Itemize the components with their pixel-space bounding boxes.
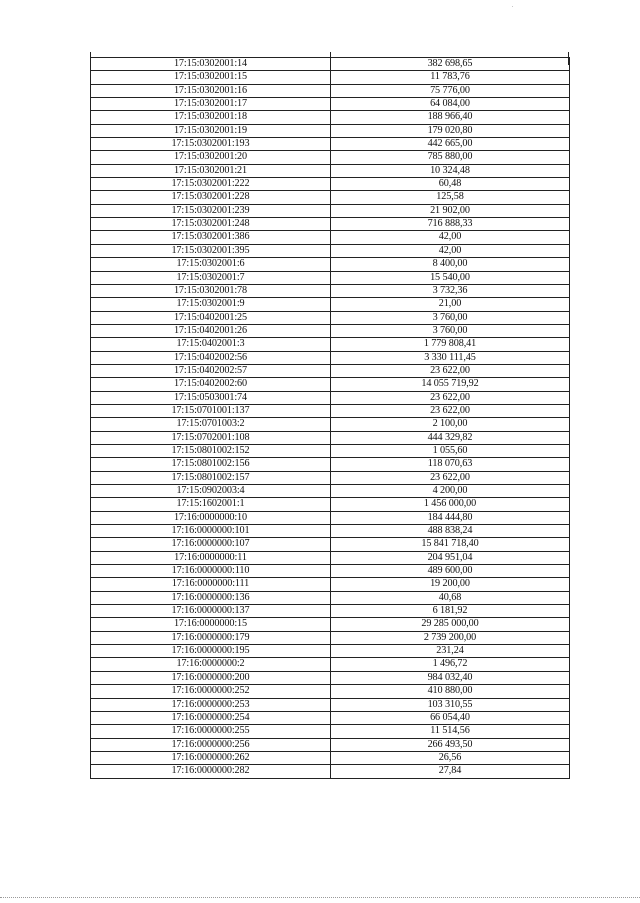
cadastral-number-cell: 17:15:0402001:3 [91,338,331,351]
cadastral-number-cell: 17:16:0000000:137 [91,605,331,618]
value-cell: 3 732,36 [331,284,570,297]
table-row [91,725,570,738]
table-row [91,84,570,97]
table-row [91,525,570,538]
cadastral-number-cell: 17:15:0302001:19 [91,124,331,137]
table-row [91,351,570,364]
cadastral-number-cell: 17:15:0302001:17 [91,98,331,111]
table-row [91,218,570,231]
cadastral-number-cell: 17:15:0302001:14 [91,58,331,71]
value-cell: 489 600,00 [331,565,570,578]
value-cell: 26,56 [331,751,570,764]
table-row [91,324,570,337]
value-cell: 184 444,80 [331,511,570,524]
table-body [91,58,570,779]
cadastral-number-cell: 17:15:0402002:56 [91,351,331,364]
table-row [91,565,570,578]
table-row [91,751,570,764]
cadastral-number-cell: 17:15:0302001:21 [91,164,331,177]
table-row [91,298,570,311]
table-row [91,418,570,431]
value-cell: 23 622,00 [331,364,570,377]
cadastral-number-cell: 17:15:0402001:25 [91,311,331,324]
value-cell: 21 902,00 [331,204,570,217]
value-cell: 410 880,00 [331,685,570,698]
value-cell: 488 838,24 [331,525,570,538]
cadastral-number-cell: 17:15:0701001:137 [91,404,331,417]
value-cell: 1 055,60 [331,444,570,457]
table-row [91,658,570,671]
table-row [91,511,570,524]
cadastral-number-cell: 17:15:0302001:248 [91,218,331,231]
table-row [91,58,570,71]
value-cell: 64 084,00 [331,98,570,111]
value-cell: 27,84 [331,765,570,778]
cadastral-number-cell: 17:16:0000000:195 [91,645,331,658]
table-row [91,698,570,711]
value-cell: 11 514,56 [331,725,570,738]
cadastral-number-cell: 17:16:0000000:282 [91,765,331,778]
value-cell: 42,00 [331,231,570,244]
cadastral-number-cell: 17:15:0302001:239 [91,204,331,217]
table-row [91,378,570,391]
table-row [91,71,570,84]
value-cell: 23 622,00 [331,391,570,404]
scan-speck [512,6,513,7]
table-row [91,605,570,618]
table-row [91,645,570,658]
table-row [91,138,570,151]
cadastral-number-cell: 17:15:0801002:157 [91,471,331,484]
value-cell: 8 400,00 [331,258,570,271]
cadastral-number-cell: 17:15:0302001:9 [91,298,331,311]
table-row [91,284,570,297]
table-row [91,404,570,417]
cadastral-number-cell: 17:16:0000000:262 [91,751,331,764]
cadastral-number-cell: 17:16:0000000:10 [91,511,331,524]
cadastral-number-cell: 17:15:0302001:16 [91,84,331,97]
table-row [91,231,570,244]
cadastral-number-cell: 17:15:0801002:156 [91,458,331,471]
value-cell: 40,68 [331,591,570,604]
value-cell: 125,58 [331,191,570,204]
cadastral-number-cell: 17:15:0302001:193 [91,138,331,151]
value-cell: 179 020,80 [331,124,570,137]
value-cell: 15 841 718,40 [331,538,570,551]
table-row [91,364,570,377]
cadastral-number-cell: 17:15:0902003:4 [91,485,331,498]
cadastral-number-cell: 17:16:0000000:107 [91,538,331,551]
table-row [91,311,570,324]
table-row [91,485,570,498]
table-row [91,338,570,351]
cadastral-number-cell: 17:16:0000000:254 [91,711,331,724]
table-row [91,685,570,698]
cadastral-number-cell: 17:15:0302001:386 [91,231,331,244]
value-cell: 19 200,00 [331,578,570,591]
value-cell: 444 329,82 [331,431,570,444]
table-row [91,244,570,257]
cadastral-number-cell: 17:16:0000000:253 [91,698,331,711]
value-cell: 29 285 000,00 [331,618,570,631]
page-bottom-edge [0,897,640,898]
cadastral-number-cell: 17:16:0000000:101 [91,525,331,538]
cadastral-number-cell: 17:15:1602001:1 [91,498,331,511]
cadastral-number-cell: 17:15:0402001:26 [91,324,331,337]
table-row [91,258,570,271]
value-cell: 118 070,63 [331,458,570,471]
value-cell: 4 200,00 [331,485,570,498]
table-row [91,151,570,164]
cadastral-number-cell: 17:16:0000000:255 [91,725,331,738]
value-cell: 21,00 [331,298,570,311]
cadastral-number-cell: 17:15:0302001:15 [91,71,331,84]
table-row [91,711,570,724]
table-row [91,578,570,591]
value-cell: 382 698,65 [331,58,570,71]
table-row [91,431,570,444]
table-row [91,124,570,137]
value-cell: 14 055 719,92 [331,378,570,391]
table-row [91,191,570,204]
value-cell: 266 493,50 [331,738,570,751]
value-cell: 42,00 [331,244,570,257]
value-cell: 1 496,72 [331,658,570,671]
value-cell: 60,48 [331,178,570,191]
table-row [91,765,570,778]
cadastral-number-cell: 17:15:0302001:222 [91,178,331,191]
value-cell: 2 739 200,00 [331,631,570,644]
value-cell: 15 540,00 [331,271,570,284]
value-cell: 2 100,00 [331,418,570,431]
value-cell: 1 779 808,41 [331,338,570,351]
table-row [91,671,570,684]
cadastral-number-cell: 17:15:0801002:152 [91,444,331,457]
cadastral-number-cell: 17:15:0503001:74 [91,391,331,404]
value-cell: 23 622,00 [331,404,570,417]
value-cell: 3 760,00 [331,324,570,337]
value-cell: 23 622,00 [331,471,570,484]
table-row [91,178,570,191]
cadastral-number-cell: 17:15:0402002:60 [91,378,331,391]
cadastral-number-cell: 17:15:0302001:20 [91,151,331,164]
table-row [91,458,570,471]
value-cell: 66 054,40 [331,711,570,724]
cadastral-number-cell: 17:16:0000000:2 [91,658,331,671]
table-row [91,98,570,111]
cadastral-number-cell: 17:16:0000000:110 [91,565,331,578]
cadastral-number-cell: 17:15:0302001:18 [91,111,331,124]
value-cell: 716 888,33 [331,218,570,231]
cadastral-number-cell: 17:16:0000000:252 [91,685,331,698]
cadastral-number-cell: 17:16:0000000:136 [91,591,331,604]
cadastral-number-cell: 17:15:0402002:57 [91,364,331,377]
table-row [91,498,570,511]
value-cell: 231,24 [331,645,570,658]
table-row [91,551,570,564]
table-row [91,444,570,457]
table-row [91,538,570,551]
cadastral-number-cell: 17:16:0000000:179 [91,631,331,644]
value-cell: 75 776,00 [331,84,570,97]
cadastral-number-cell: 17:16:0000000:11 [91,551,331,564]
cadastral-number-cell: 17:15:0302001:7 [91,271,331,284]
value-cell: 3 330 111,45 [331,351,570,364]
value-cell: 785 880,00 [331,151,570,164]
value-cell: 984 032,40 [331,671,570,684]
value-cell: 10 324,48 [331,164,570,177]
cadastral-number-cell: 17:15:0302001:78 [91,284,331,297]
table-row [91,471,570,484]
value-cell: 11 783,76 [331,71,570,84]
value-cell: 442 665,00 [331,138,570,151]
cadastral-number-cell: 17:16:0000000:15 [91,618,331,631]
value-cell: 1 456 000,00 [331,498,570,511]
cadastral-number-cell: 17:16:0000000:111 [91,578,331,591]
cadastral-number-cell: 17:16:0000000:256 [91,738,331,751]
table-row [91,391,570,404]
cadastral-number-cell: 17:15:0302001:6 [91,258,331,271]
cadastral-number-cell: 17:15:0702001:108 [91,431,331,444]
value-cell: 6 181,92 [331,605,570,618]
table-row [91,631,570,644]
cadastral-number-cell: 17:15:0302001:228 [91,191,331,204]
table-row [91,271,570,284]
table-row [91,164,570,177]
value-cell: 204 951,04 [331,551,570,564]
cadastral-number-cell: 17:15:0701003:2 [91,418,331,431]
table-row [91,618,570,631]
cadastral-number-cell: 17:16:0000000:200 [91,671,331,684]
value-cell: 103 310,55 [331,698,570,711]
cadastral-value-table [90,57,570,779]
cadastral-number-cell: 17:15:0302001:395 [91,244,331,257]
table-row [91,204,570,217]
table-row [91,591,570,604]
value-cell: 188 966,40 [331,111,570,124]
table-row [91,738,570,751]
value-cell: 3 760,00 [331,311,570,324]
table-row [91,111,570,124]
